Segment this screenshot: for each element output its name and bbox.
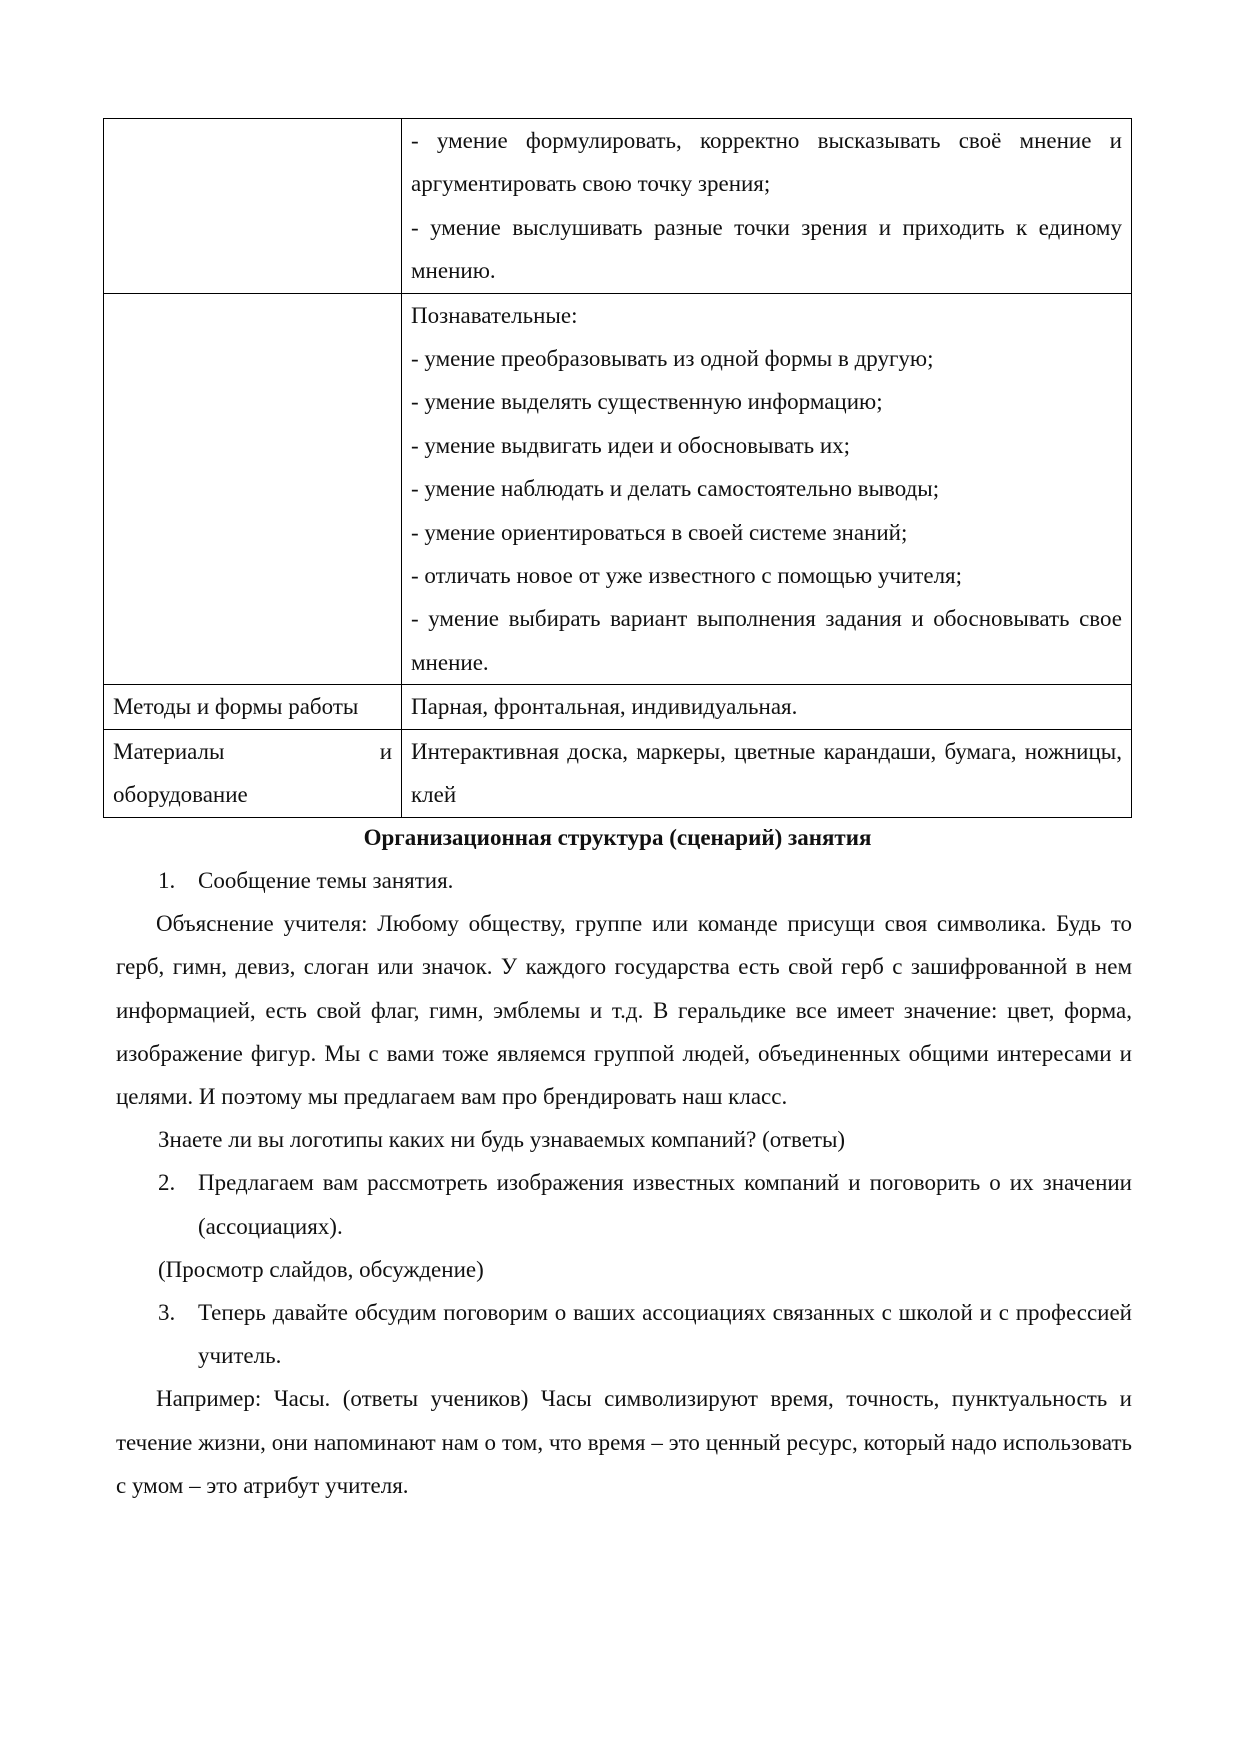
table-cell-left <box>104 729 402 817</box>
table-row <box>104 119 1132 294</box>
table-cell-right <box>402 729 1132 817</box>
cell-paragraph: Парная, фронтальная, индивидуальная. <box>411 694 798 720</box>
list-number: 3. <box>158 1300 176 1326</box>
list-text: Сообщение темы занятия. <box>198 868 454 893</box>
table-cell-left: Методы и формы работы <box>104 685 402 729</box>
cell-word: оборудование <box>113 782 248 808</box>
list-text: Теперь давайте обсудим поговорим о ваших ассоциациях связанных с школой и с профессией учитель. <box>198 1300 1132 1369</box>
list-item <box>118 1291 1132 1377</box>
lesson-info-table <box>103 118 1132 818</box>
cell-line <box>113 730 392 773</box>
table-row <box>104 685 1132 729</box>
list-number: 2. <box>158 1170 176 1196</box>
cell-paragraph: - отличать новое от уже известного с помощью учителя; <box>411 563 963 589</box>
section-heading: Организационная структура (сценарий) занятия <box>363 825 872 850</box>
table-cell-left <box>104 119 402 294</box>
paragraph: Знаете ли вы логотипы каких ни будь узнаваемых компаний? (ответы) <box>158 1127 846 1153</box>
cell-paragraph: - умение формулировать, корректно высказывать своё мнение и аргументировать свою точку зрения; <box>411 128 1122 197</box>
document-body <box>118 859 1132 1507</box>
table-row <box>104 293 1132 685</box>
cell-word: Материалы <box>113 738 225 764</box>
cell-paragraph: Познавательные: <box>411 302 578 328</box>
cell-paragraph: - умение выделять существенную информацию; <box>411 389 883 415</box>
list-text: Предлагаем вам рассмотреть изображения известных компаний и поговорить о их значении (ассоциациях). <box>198 1170 1132 1239</box>
table-cell-left <box>104 293 402 685</box>
table-cell-right <box>402 119 1132 294</box>
list-item <box>118 1161 1132 1247</box>
table-cell-right <box>402 293 1132 685</box>
cell-paragraph: - умение выслушивать разные точки зрения и приходить к единому мнению. <box>411 214 1122 284</box>
table-cell-right <box>402 685 1132 729</box>
cell-paragraph: - умение выбирать вариант выполнения задания и обосновывать свое мнение. <box>411 606 1122 675</box>
cell-paragraph: Интерактивная доска, маркеры, цветные карандаши, бумага, ножницы, клей <box>411 738 1122 808</box>
paragraph: (Просмотр слайдов, обсуждение) <box>158 1256 484 1282</box>
list-item <box>118 859 1132 902</box>
cell-word: и <box>379 738 392 764</box>
cell-paragraph: - умение наблюдать и делать самостоятельно выводы; <box>411 476 940 502</box>
list-number: 1. <box>158 868 176 893</box>
paragraph: Например: Часы. (ответы учеников) Часы символизируют время, точность, пунктуальность и течение жизни, они напоминают нам о том, что время – это ценный ресурс, который надо использовать с умом – это атрибут учителя. <box>116 1386 1132 1498</box>
paragraph: Объяснение учителя: Любому обществу, группе или команде присущи своя символика. Будь то герб, гимн, девиз, слоган или значок. У каждого государства есть свой герб с зашифрованной в нем информацией, есть свой флаг, гимн, эмблемы и т.д. В геральдике все имеет значение: цвет, форма, изображение фигур. Мы с вами тоже являемся группой людей, объединенных общими интересами и целями. И поэтому мы предлагаем вам про брендировать наш класс. <box>116 911 1132 1110</box>
cell-paragraph: - умение выдвигать идеи и обосновывать их; <box>411 432 851 458</box>
cell-paragraph: - умение преобразовывать из одной формы в другую; <box>411 346 934 372</box>
cell-paragraph: - умение ориентироваться в своей системе знаний; <box>411 519 908 545</box>
table-row <box>104 729 1132 817</box>
